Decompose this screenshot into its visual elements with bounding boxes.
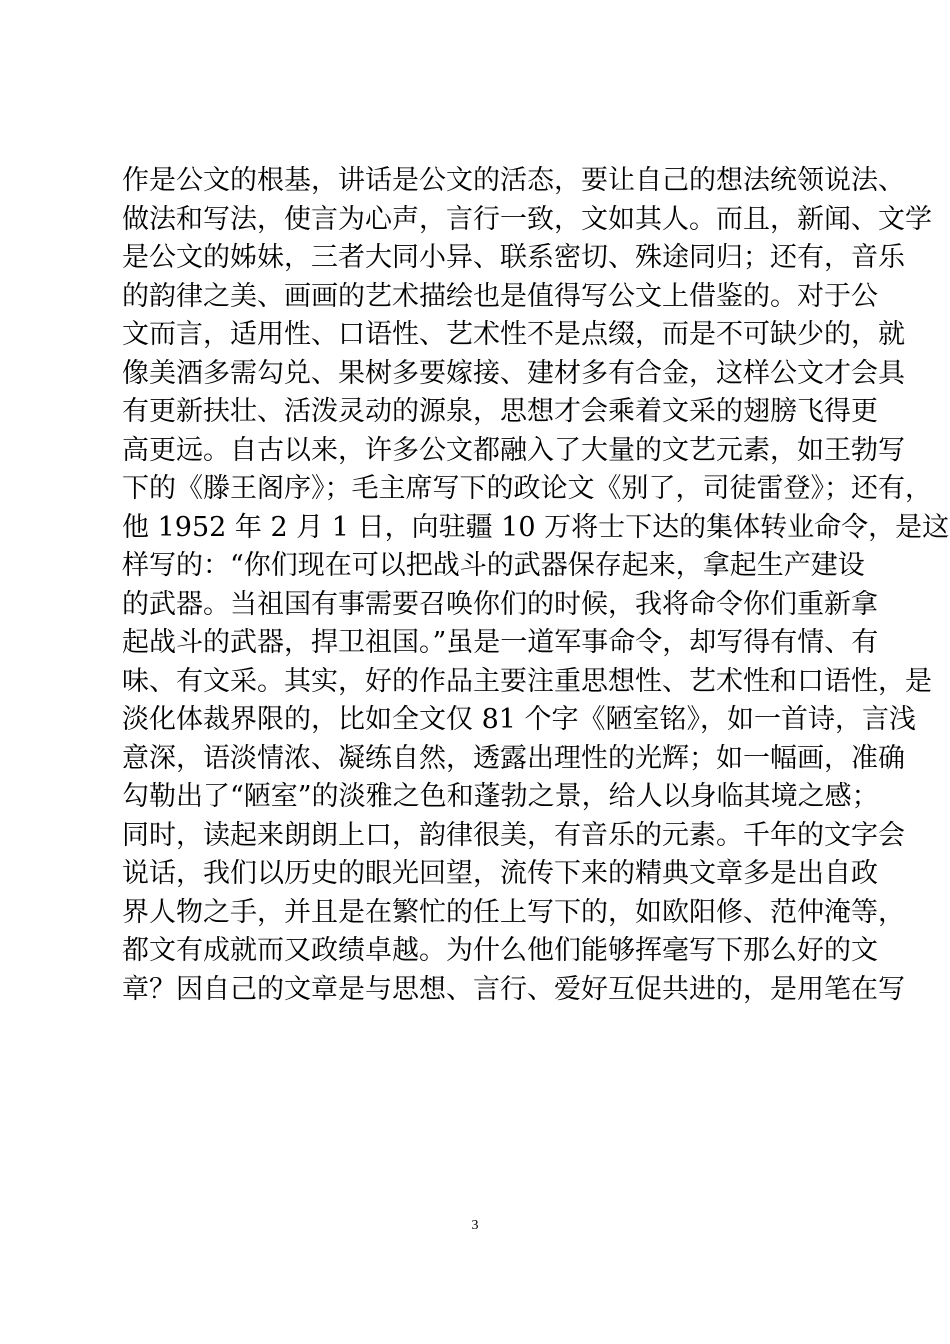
- page-number: 3: [471, 1218, 479, 1233]
- text-line: 章？因自己的文章是与思想、言行、爱好互促共进的，是用笔在写: [122, 973, 905, 1005]
- text-line: 作是公文的根基，讲话是公文的活态，要让自己的想法统领说法、: [122, 165, 905, 196]
- text-line: 起战斗的武器，捍卫祖国。”虽是一道军事命令，却写得有情、有: [122, 627, 879, 658]
- text-line: 的武器。当祖国有事需要召唤你们的时候，我将命令你们重新拿: [122, 588, 878, 620]
- text-line: 说话，我们以历史的眼光回望，流传下来的精典文章多是出自政: [122, 858, 878, 889]
- text-line: 味、有文采。其实，好的作品主要注重思想性、艺术性和口语性，是: [122, 665, 932, 697]
- text-line: 勾勒出了“陋室”的淡雅之色和蓬勃之景，给人以身临其境之感；: [122, 781, 879, 812]
- text-line: 界人物之手，并且是在繁忙的任上写下的，如欧阳修、范仲淹等，: [122, 896, 905, 928]
- body-text: [122, 162, 950, 1009]
- text-line: 意深，语淡情浓、凝练自然，透露出理性的光辉；如一幅画，准确: [122, 742, 905, 774]
- text-line: 他 1952 年 2 月 1 日，向驻疆 10 万将士下达的集体转业命令，是这: [122, 511, 950, 543]
- text-line: 做法和写法，使言为心声，言行一致，文如其人。而且，新闻、文学: [122, 203, 932, 235]
- text-line: 同时，读起来朗朗上口，韵律很美，有音乐的元素。千年的文字会: [122, 819, 905, 851]
- text-line: 下的《滕王阁序》；毛主席写下的政论文《别了，司徒雷登》；还有，: [122, 473, 932, 504]
- text-line: 样写的：“你们现在可以把战斗的武器保存起来，拿起生产建设: [122, 550, 865, 581]
- text-line: 都文有成就而又政绩卓越。为什么他们能够挥毫写下那么好的文: [122, 935, 878, 966]
- text-line: 是公文的姊妹，三者大同小异、联系密切、殊途同归；还有，音乐: [122, 242, 905, 273]
- text-line: 淡化体裁界限的，比如全文仅 81 个字《陋室铭》，如一首诗，言浅: [122, 704, 917, 735]
- text-line: 的韵律之美、画画的艺术描绘也是值得写公文上借鉴的。对于公: [122, 280, 878, 312]
- text-line: 有更新扶壮、活泼灵动的源泉，思想才会乘着文采的翅膀飞得更: [122, 396, 878, 427]
- text-line: 文而言，适用性、口语性、艺术性不是点缀，而是不可缺少的，就: [122, 319, 905, 350]
- text-line: 像美酒多需勾兑、果树多要嫁接、建材多有合金，这样公文才会具: [122, 357, 905, 389]
- text-line: 高更远。自古以来，许多公文都融入了大量的文艺元素，如王勃写: [122, 434, 905, 466]
